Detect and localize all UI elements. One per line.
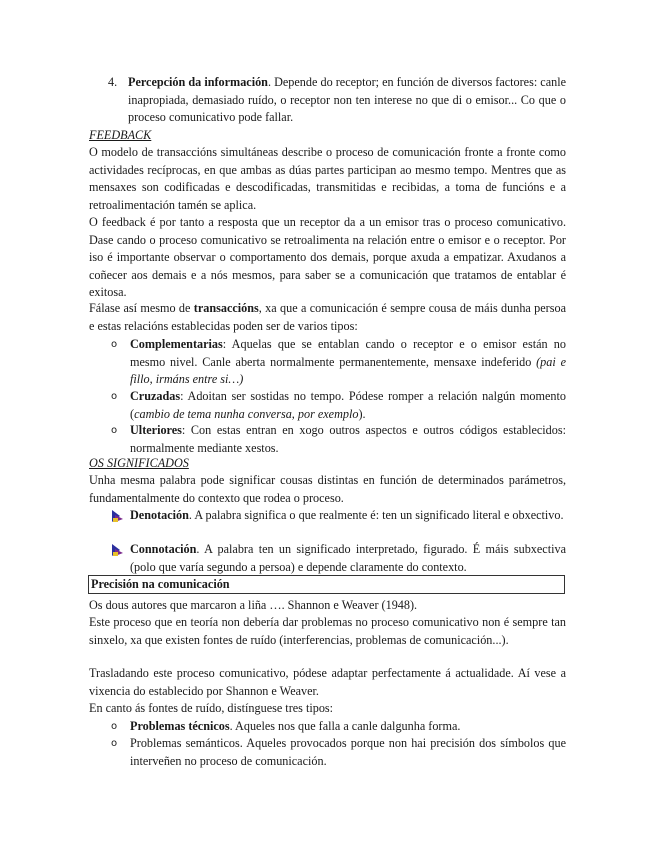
item-term: Problemas técnicos: [130, 719, 230, 733]
bullet-marker: o: [111, 738, 118, 749]
arrow-item-connotacion: [111, 541, 566, 576]
paragraph-text: , xa que a comunicación é sempre cousa de máis dunha persoa e estas relacións establecidas poden ser de varios tipos:: [89, 301, 566, 333]
item-term: Ulteriores: [130, 423, 182, 437]
item-term: Denotación: [130, 508, 189, 522]
arrow-bullet-icon: [111, 543, 125, 557]
bullet-item-problemas-tecnicos: [111, 718, 566, 736]
arrow-item-denotacion: [111, 507, 566, 525]
paragraph: O feedback é por tanto a resposta que un receptor da a un emisor tras o proceso comunicativo. Dase cando o proceso comunicativo se retroalimenta na relación entre o emisor e o receptor. Por iso é importante observar o comportamento dos demais, porque axuda a empatizar. Axudanos a coñecer aos demais e a nós mesmos, para saber se a comunicación que tratamos de entablar é exitosa.: [89, 215, 566, 300]
item-term: Connotación: [130, 542, 197, 556]
item-example: (pai e fillo, irmáns entre si…): [130, 354, 566, 387]
bullet-item-problemas-semanticos: [111, 735, 566, 770]
bullet-item-complementarias: [111, 336, 566, 389]
item-text: . Aqueles nos que falla a canle dalgunha forma.: [229, 719, 461, 733]
item-term: Cruzadas: [130, 389, 181, 403]
item-text: . A palabra ten un significado interpretado, figurado. É máis subxectiva (polo que varía segundo a persoa) e depende claramente do contexto.: [130, 542, 566, 574]
item-term: Complementarias: [130, 337, 223, 351]
item-text: : Con estas entran en xogo outros aspectos e outros códigos establecidos: normalmente mediante xestos.: [130, 423, 566, 455]
paragraph: Os dous autores que marcaron a liña …. Shannon e Weaver (1948).: [89, 598, 418, 612]
arrow-bullet-icon: [111, 509, 125, 523]
paragraph: Trasladando este proceso comunicativo, pódese adaptar perfectamente á actualidade. Aí vese a vixencia do establecido por Shannon e Weaver.: [89, 666, 566, 698]
section-heading-significados: OS SIGNIFICADOS: [89, 456, 189, 470]
bullet-item-ulteriores: [111, 422, 566, 457]
item-text: : Aquelas que se entablan cando o receptor e o emisor están no mesmo nivel. Canle aberta normalmente permanentemente, mensaxe indeferido: [130, 337, 566, 369]
item-text: : Adoitan ser sostidas no tempo. Pódese romper a relación nalgún momento (: [130, 389, 566, 421]
item-example: cambio de tema nunha conversa, por exemplo: [134, 406, 359, 421]
bullet-marker: o: [111, 339, 118, 350]
paragraph-text: Fálase así mesmo de: [89, 301, 194, 315]
paragraph: O modelo de transaccións simultáneas describe o proceso de comunicación fronte a fronte como actividades recíprocas, en que ambas as dúas partes participan ao mesmo tempo. Mentres que as mensaxes son codificadas e descodificadas, transmitidas e recibidas, a toma de funcións e a retroalimentación tamén se aplica.: [89, 145, 566, 212]
paragraph: En canto ás fontes de ruído, distínguese tres tipos:: [89, 701, 334, 715]
item-text-tail: ).: [358, 406, 366, 421]
paragraph: [89, 300, 566, 335]
bullet-item-cruzadas: [111, 388, 566, 423]
bullet-marker: o: [111, 425, 118, 436]
item-text: . A palabra significa o que realmente é: ten un significado literal e obxectivo.: [188, 508, 564, 522]
paragraph: Este proceso que en teoría non debería dar problemas no proceso comunicativo non é sempre tan sinxelo, xa que existen fontes de ruído (interferencias, problemas de comunicación...).: [89, 615, 566, 647]
item-text: . Depende do receptor; en función de diversos factores: canle inapropiada, demasiado ruído, o receptor non ten interese no que di o emisor... Co que o proceso comunicativo pode fallar.: [128, 75, 566, 125]
bullet-marker: o: [111, 721, 118, 732]
bullet-marker: o: [111, 391, 118, 402]
section-heading-precision: Precisión na comunicación: [88, 575, 565, 594]
numbered-item-4: [108, 74, 566, 127]
paragraph: Unha mesma palabra pode significar cousas distintas en función de determinados parámetros, fundamentalmente do contexto que rodea o proceso.: [89, 473, 566, 505]
list-number: 4.: [108, 75, 118, 89]
item-text: Problemas semánticos. Aqueles provocados porque non hai precisión dos símbolos que interveñen no proceso de comunicación.: [130, 736, 566, 768]
item-term: Percepción da información: [128, 75, 268, 89]
section-heading-feedback: FEEDBACK: [89, 128, 152, 142]
term-transaccions: transaccións: [193, 301, 259, 315]
